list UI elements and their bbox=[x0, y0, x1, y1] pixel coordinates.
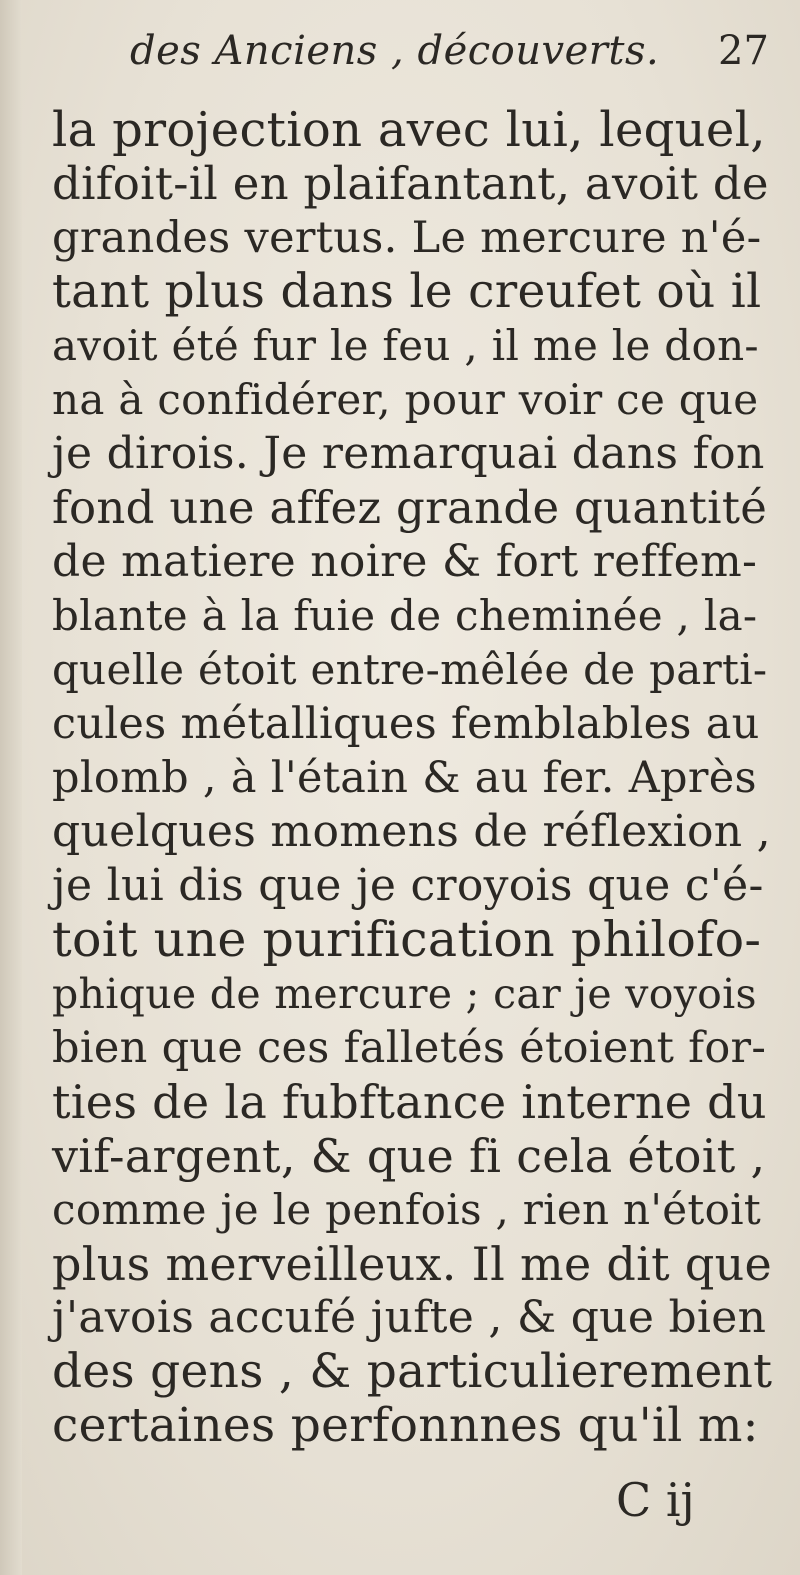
running-title: des Anciens , découverts. bbox=[130, 28, 660, 74]
text-line: quelle étoit entre-mêlée de parti- bbox=[52, 645, 768, 694]
text-line: certaines perfonnnes qu'il m: bbox=[52, 1398, 759, 1453]
text-line: comme je le penfois , rien n'étoit bbox=[52, 1185, 762, 1234]
text-line: na à confidérer, pour voir ce que bbox=[52, 375, 759, 424]
page-number: 27 bbox=[718, 28, 769, 74]
text-line: toit une purification philofo- bbox=[52, 911, 762, 968]
text-line: plus merveilleux. Il me dit que bbox=[52, 1237, 773, 1291]
text-line: cules métalliques femblables au bbox=[52, 699, 760, 749]
text-line: ties de la fubftance interne du bbox=[52, 1075, 767, 1129]
text-line: difoit-il en plaifantant, avoit de bbox=[52, 157, 769, 210]
text-line: j'avois accufé jufte , & que bien bbox=[52, 1292, 767, 1343]
text-line: vif-argent, & que fi cela étoit , bbox=[52, 1129, 766, 1183]
text-line: de matiere noire & fort reffem- bbox=[52, 536, 758, 587]
text-line: je dirois. Je remarquai dans fon bbox=[52, 428, 765, 479]
text-line: grandes vertus. Le mercure n'é- bbox=[52, 213, 762, 263]
page-gutter bbox=[0, 0, 22, 1575]
page-header bbox=[0, 20, 800, 90]
text-line: plomb , à l'étain & au fer. Après bbox=[52, 753, 757, 803]
text-line: phique de mercure ; car je voyois bbox=[52, 970, 757, 1018]
text-line: la projection avec lui, lequel, bbox=[52, 102, 766, 158]
body-text bbox=[52, 98, 772, 1458]
text-line: blante à la fuie de cheminée , la- bbox=[52, 591, 758, 640]
text-line: avoit été fur le feu , il me le don- bbox=[52, 321, 759, 370]
text-line: des gens , & particulierement bbox=[52, 1344, 773, 1399]
text-line: je lui dis que je croyois que c'é- bbox=[52, 860, 764, 911]
text-line: tant plus dans le creufet où il bbox=[52, 264, 762, 319]
text-line: fond une affez grande quantité bbox=[52, 481, 768, 534]
text-line: quelques momens de réflexion , bbox=[52, 806, 771, 857]
signature-mark: C ij bbox=[616, 1473, 695, 1527]
text-line: bien que ces falletés étoient for- bbox=[52, 1023, 767, 1073]
